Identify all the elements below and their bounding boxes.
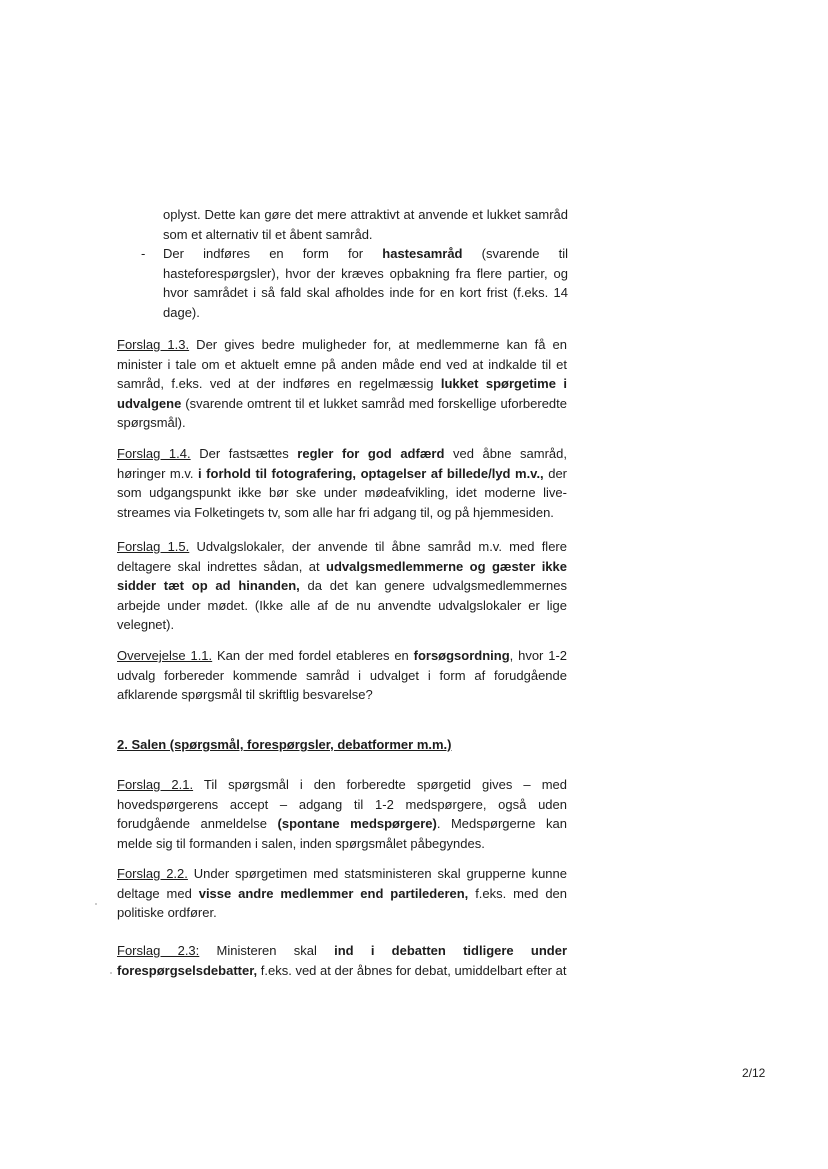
bullet-text-2: (svarende til hasteforespørgsler), hvor der kræves opbakning fra flere partier, og hvor samrådet i så fald skal afholdes inde for en kort frist (f.eks. 14 dage). xyxy=(163,246,568,320)
proposal-text: Under spørgetimen med statsministeren skal grupperne kunne deltage med xyxy=(117,866,567,901)
proposal-label: Forslag 1.4. xyxy=(117,446,191,461)
consideration-bold: forsøgsordning xyxy=(413,648,510,663)
consideration-text: , hvor 1-2 udvalg forbereder kommende samråd i udvalget i form af forudgående afklarende spørgsmål til skriftlig besvarelse? xyxy=(117,648,567,702)
proposal-1-4 xyxy=(117,444,567,522)
bullet-bold: hastesamråd xyxy=(382,246,463,261)
proposal-label: Forslag 2.2. xyxy=(117,866,188,881)
proposal-label: Forslag 1.5. xyxy=(117,539,190,554)
proposal-text: Der gives bedre muligheder for, at medlemmerne kan få en minister i tale om et aktuelt emne på anden måde end ved at indkalde til et samråd, f.eks. ved at der indføres en regelmæssig xyxy=(117,337,567,391)
section-2-heading: 2. Salen (spørgsmål, forespørgsler, debatformer m.m.) xyxy=(117,737,452,752)
proposal-label: Forslag 1.3. xyxy=(117,337,190,352)
bullet-paragraph xyxy=(163,244,568,322)
proposal-2-3 xyxy=(117,941,567,980)
bullet-text-1: Der indføres en form for xyxy=(163,246,383,261)
proposal-text: Til spørgsmål i den forberedte spørgetid gives – med hovedspørgerens accept – adgang til 1-2 medspørgere, også uden forudgående anmeldelse xyxy=(117,777,567,831)
proposal-bold: lukket spørgetime i udvalgene xyxy=(117,376,567,411)
continuation-text: oplyst. Dette kan gøre det mere attraktivt at anvende et lukket samråd som et alternativ til et åbent samråd. xyxy=(163,207,568,242)
proposal-bold: udvalgsmedlemmerne og gæster ikke sidder tæt op ad hinanden, xyxy=(117,558,567,593)
proposal-text: der som udgangspunkt ikke bør ske under mødeafvikling, idet moderne live-streames via Folketingets tv, som alle har fri adgang til, og på hjemmesiden. xyxy=(117,465,568,520)
proposal-text: f.eks. ved at der åbnes for debat, umiddelbart efter at xyxy=(257,962,567,978)
consideration-label: Overvejelse 1.1. xyxy=(117,648,213,663)
bullet-dash: - xyxy=(141,246,146,261)
proposal-label: Forslag 2.1. xyxy=(117,777,194,792)
proposal-text: Ministeren skal xyxy=(199,943,335,958)
scan-speck xyxy=(95,903,97,905)
proposal-bold: ind i debatten tidligere under forespørgselsdebatter, xyxy=(117,943,568,978)
proposal-label: Forslag 2.3: xyxy=(117,943,200,958)
consideration-text: Kan der med fordel etableres en xyxy=(212,648,414,663)
proposal-text: f.eks. med den politiske ordfører. xyxy=(117,885,568,920)
proposal-text: Der fastsættes xyxy=(190,446,298,461)
proposal-bold: visse andre medlemmer end partilederen, xyxy=(198,885,469,901)
proposal-bold: regler for god adfærd xyxy=(297,446,445,461)
consideration-1-1 xyxy=(117,646,567,705)
proposal-1-5 xyxy=(117,537,567,635)
proposal-bold: (spontane medspørgere) xyxy=(277,816,437,831)
proposal-text: Udvalgslokaler, der anvende til åbne samråd m.v. med flere deltagere skal indrettes sådan, at xyxy=(117,539,567,574)
proposal-text: da det kan genere udvalgsmedlemmernes arbejde under mødet. (Ikke alle af de nu anvendte udvalgslokaler er lige velegnet). xyxy=(117,578,567,632)
scan-speck xyxy=(110,972,112,974)
proposal-text: . Medspørgerne kan melde sig til formanden i salen, inden spørgsmålet påbegyndes. xyxy=(117,816,567,851)
proposal-2-2 xyxy=(117,864,567,923)
proposal-text: (svarende omtrent til et lukket samråd med forskellige uforberedte spørgsmål). xyxy=(117,395,567,430)
proposal-bold: i forhold til fotografering, optagelser af billede/lyd m.v., xyxy=(198,465,544,481)
page-number: 2/12 xyxy=(742,1066,766,1080)
proposal-text: ved åbne samråd, høringer m.v. xyxy=(117,446,567,481)
continuation-paragraph xyxy=(163,205,568,244)
proposal-2-1 xyxy=(117,775,567,853)
proposal-1-3 xyxy=(117,335,567,433)
